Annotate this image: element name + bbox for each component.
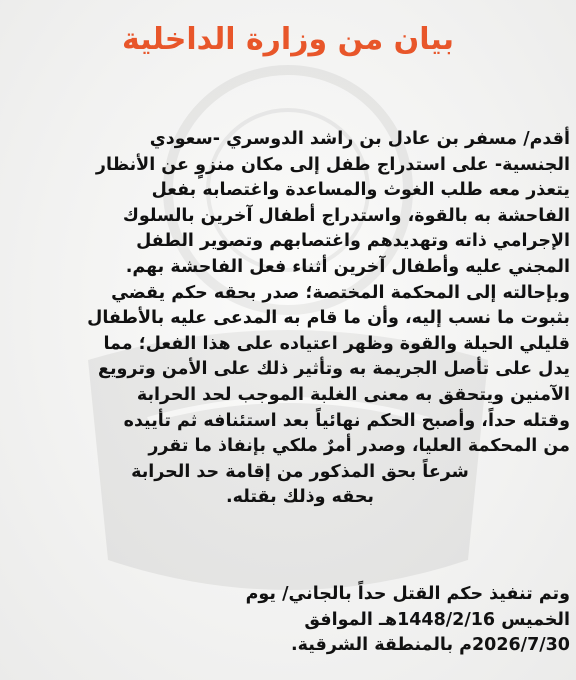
statement-line: قليلي الحيلة والقوة وظهر اعتياده على هذا الفعل؛ مما <box>103 333 570 354</box>
page-title: بيان من وزارة الداخلية <box>122 22 454 57</box>
statement-line: بثبوت ما نسب إليه، وأن ما قام به المدعى عليه بالأطفال <box>87 308 570 329</box>
statement-line: وبإحالته إلى المحكمة المختصة؛ صدر بحقه حكم يقضي <box>111 282 570 303</box>
statement-body <box>30 127 570 511</box>
execution-line: الخميس 1448/2/16هـ الموافق <box>304 609 570 630</box>
statement-line: الآمنين ويتحقق به معنى الغلبة الموجب لحد الحرابة <box>136 384 570 405</box>
statement-line: الفاحشة به بالقوة، واستدراج أطفال آخرين بالسلوك <box>122 205 570 226</box>
statement-line: المجني عليه وأطفال آخرين أثناء فعل الفاحشة بهم. <box>125 256 570 277</box>
statement-line: شرعاً بحق المذكور من إقامة حد الحرابة <box>131 461 469 482</box>
statement-line: وقتله حداً، وأصبح الحكم نهائياً بعد استئنافه ثم تأييده <box>123 410 570 431</box>
statement-line: يدل على تأصل الجريمة به وتأثير ذلك على الأمن وترويع <box>98 359 570 380</box>
execution-line: وتم تنفيذ حكم القتل حداً بالجاني/ يوم <box>245 584 570 604</box>
statement-line: الجنسية- على استدراج طفل إلى مكان منزوٍ عن الأنظار <box>95 154 570 175</box>
statement-line: بحقه وذلك بقتله. <box>225 487 374 508</box>
statement-line: من المحكمة العليا، وصدر أمرٌ ملكي بإنفاذ ما تقرر <box>148 436 570 457</box>
statement-line: أقدم/ مسفر بن عادل بن راشد الدوسري -سعودي <box>149 129 570 149</box>
execution-notice <box>245 582 570 659</box>
execution-line: 2026/7/30م بالمنطقة الشرقية. <box>290 635 570 656</box>
statement-line: يتعذر معه طلب الغوث والمساعدة واغتصابه بفعل <box>151 180 570 201</box>
statement-line: الإجرامي ذاته وتهديدهم واغتصابهم وتصوير الطفل <box>136 231 570 252</box>
